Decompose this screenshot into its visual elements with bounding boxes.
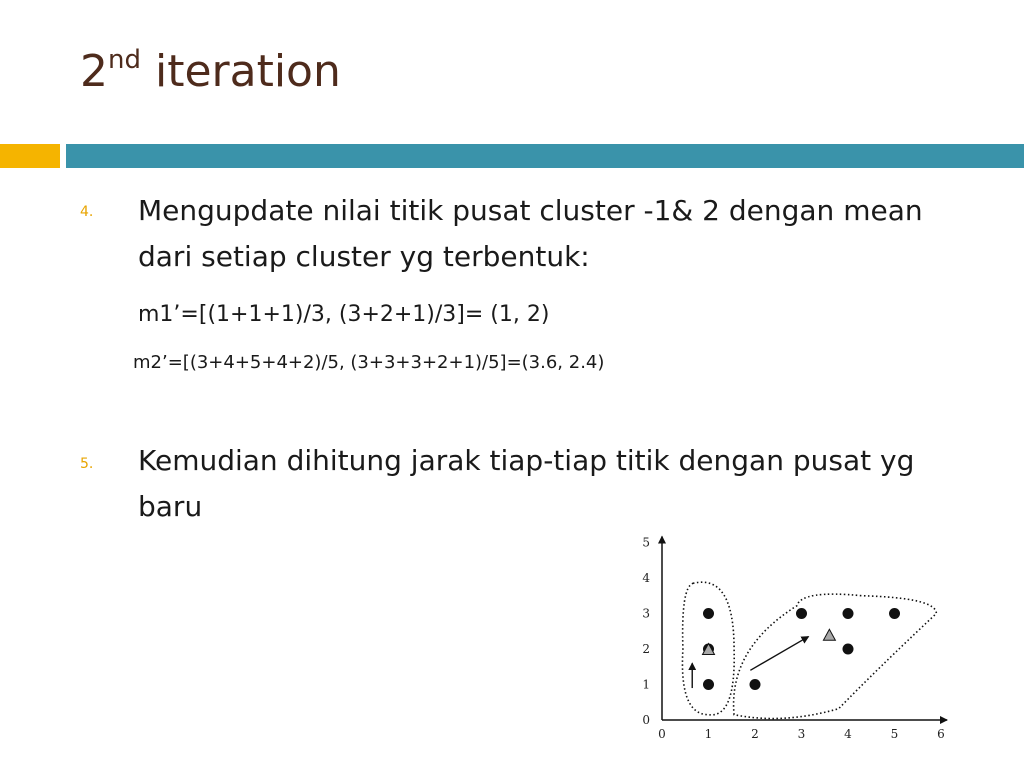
accent-bar-teal	[66, 144, 1024, 168]
data-point-1	[703, 608, 714, 619]
accent-bar-orange	[0, 144, 60, 168]
data-point-8	[843, 644, 854, 655]
slide-title	[80, 45, 341, 97]
y-tick-label-2: 2	[642, 642, 650, 656]
x-tick-label-2: 2	[751, 727, 759, 741]
x-tick-label-1: 1	[704, 727, 713, 741]
cluster-outline-2	[734, 594, 937, 718]
x-tick-label-4: 4	[844, 727, 852, 741]
title-superscript: nd	[108, 45, 141, 75]
data-point-4	[750, 679, 761, 690]
x-tick-label-0: 0	[658, 727, 666, 741]
title-text: iteration	[140, 46, 341, 97]
formula-m1: m1’=[(1+1+1)/3, (3+2+1)/3]= (1, 2)	[138, 302, 550, 327]
item-number-4: 4.	[80, 204, 94, 220]
item-5-text: Kemudian dihitung jarak tiap-tiap titik dengan pusat yg baru	[138, 444, 915, 523]
centroid-triangle-2	[823, 629, 835, 640]
data-point-6	[843, 608, 854, 619]
item-4-text: Mengupdate nilai titik pusat cluster -1& 2 dengan mean dari setiap cluster yg terbentuk:	[138, 194, 923, 273]
centroid-move-arrow-2	[750, 637, 808, 671]
data-point-5	[796, 608, 807, 619]
y-tick-label-3: 3	[642, 606, 650, 621]
data-point-3	[703, 679, 714, 690]
formula-m2: m2’=[(3+4+5+4+2)/5, (3+3+3+2+1)/5]=(3.6, 2.4)	[133, 352, 605, 373]
item-number-5: 5.	[80, 456, 94, 472]
title-number: 2	[80, 46, 108, 97]
y-tick-label-5: 5	[642, 535, 650, 550]
x-tick-label-6: 6	[937, 727, 945, 741]
cluster-scatter-chart	[630, 530, 950, 750]
y-tick-label-4: 4	[642, 571, 650, 585]
x-tick-label-5: 5	[890, 727, 899, 741]
data-point-7	[889, 608, 900, 619]
x-tick-label-3: 3	[797, 727, 806, 741]
y-tick-label-0: 0	[642, 713, 650, 727]
y-tick-label-1: 1	[642, 677, 650, 692]
